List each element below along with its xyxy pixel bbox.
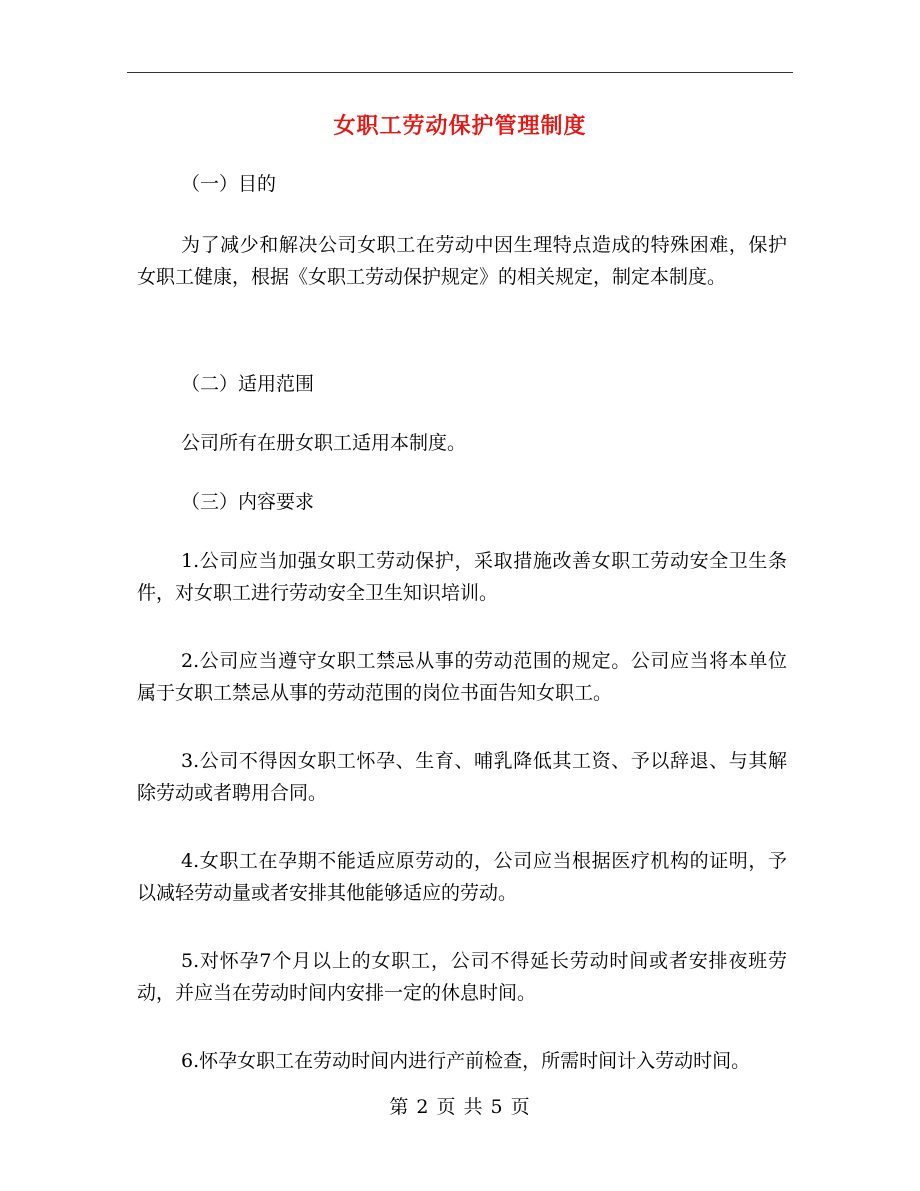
document-title: 女职工劳动保护管理制度 — [333, 113, 587, 139]
list-item: 5.对怀孕7个月以上的女职工，公司不得延长劳动时间或者安排夜班劳动，并应当在劳动时间内安排一定的休息时间。 — [137, 950, 787, 1004]
section-heading-requirements: （三）内容要求 — [181, 491, 315, 513]
header-rule — [127, 72, 793, 73]
list-item: 3.公司不得因女职工怀孕、生育、哺乳降低其工资、予以辞退、与其解除劳动或者聘用合同。 — [137, 750, 787, 804]
paragraph-scope: 公司所有在册女职工适用本制度。 — [181, 432, 467, 454]
section-heading-scope: （二）适用范围 — [181, 373, 315, 395]
list-item: 4.女职工在孕期不能适应原劳动的，公司应当根据医疗机构的证明，予以减轻劳动量或者安排其他能够适应的劳动。 — [137, 850, 787, 904]
page-number: 第 2 页 共 5 页 — [389, 1096, 531, 1118]
list-item: 1.公司应当加强女职工劳动保护，采取措施改善女职工劳动安全卫生条件，对女职工进行劳动安全卫生知识培训。 — [137, 550, 787, 604]
paragraph-purpose: 为了减少和解决公司女职工在劳动中因生理特点造成的特殊困难，保护女职工健康，根据《女职工劳动保护规定》的相关规定，制定本制度。 — [137, 234, 787, 288]
list-item: 2.公司应当遵守女职工禁忌从事的劳动范围的规定。公司应当将本单位属于女职工禁忌从事的劳动范围的岗位书面告知女职工。 — [137, 650, 787, 704]
section-heading-purpose: （一）目的 — [181, 173, 277, 195]
list-item: 6.怀孕女职工在劳动时间内进行产前检查，所需时间计入劳动时间。 — [181, 1050, 751, 1072]
